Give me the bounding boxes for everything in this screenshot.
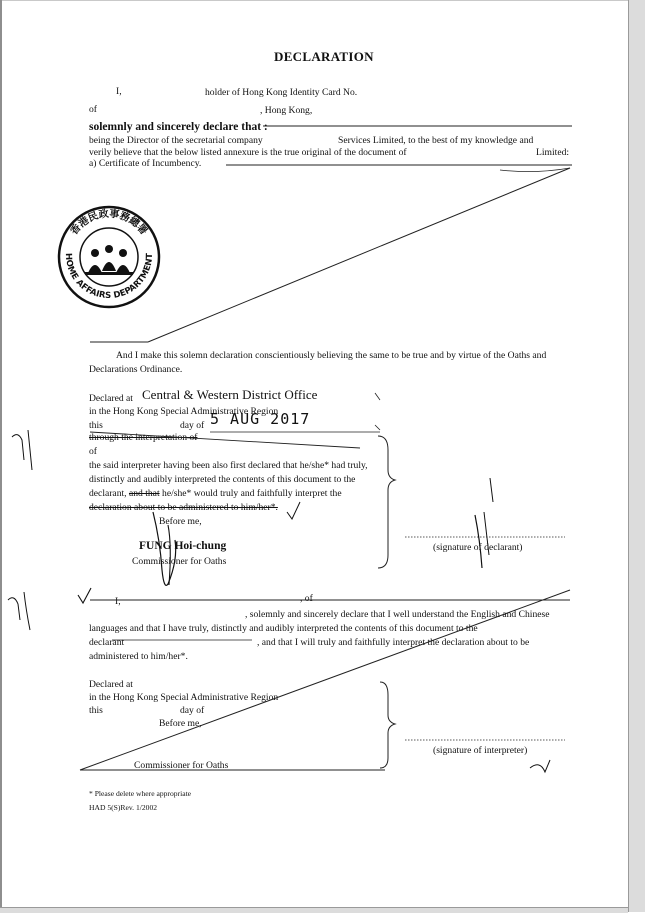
check-mark-right: [490, 478, 493, 502]
before-me-1: Before me,: [159, 516, 202, 527]
solemn-declare-heading: solemnly and sincerely declare that :: [89, 121, 268, 133]
body-line-2b: Limited:: [536, 147, 570, 158]
signature-stroke-1: [153, 512, 176, 585]
interpreter-signature-label: (signature of interpreter): [433, 745, 528, 756]
day-of-label-2: day of: [180, 705, 205, 716]
seal-english-text: HOME AFFAIRS DEPARTMENT: [62, 252, 156, 302]
interpretation-struck: through the interpretation of: [89, 432, 198, 443]
body-line-1a: being the Director of the secretarial company: [89, 135, 263, 146]
body-line-1b: Services Limited, to the best of my knowledge and: [338, 135, 534, 146]
address-prefix: of: [89, 104, 97, 115]
check-mark-interpreter: [530, 760, 550, 772]
section2-line-1: , solemnly and sincerely declare that I well understand the English and Chinese: [245, 609, 550, 620]
check-mark-section2: [78, 588, 91, 603]
and-that-struck: and that: [128, 488, 160, 499]
interpreter-para-4: declaration about to be administered to him/her*.: [89, 502, 278, 513]
this-label-1: this: [89, 420, 103, 431]
conscience-line-1: And I make this solemn declaration conscientiously believing the same to be true and by virtue of the Oaths and: [116, 350, 547, 361]
declared-at-label: Declared at: [89, 393, 133, 404]
hkid-label: holder of Hong Kong Identity Card No.: [205, 87, 358, 98]
section2-line-4: administered to him/her*.: [89, 651, 188, 662]
interpreter-para-2: distinctly and audibly interpreted the contents of this document to the: [89, 474, 356, 485]
check-mark-small: [287, 502, 300, 519]
officer-name: FUNG Hoi-chung: [139, 540, 227, 552]
commissioner-title-1: Commissioner for Oaths: [132, 556, 227, 567]
blank-area-strike: [148, 168, 570, 342]
section2-brace: [380, 682, 395, 768]
body-line-2a: verily believe that the below listed annexure is the true original of the document of: [89, 147, 407, 158]
commissioner-title-2: Commissioner for Oaths: [134, 760, 229, 771]
date-stamp: 5 AUG 2017: [210, 410, 311, 428]
through-strike-line: [90, 432, 360, 448]
form-number: HAD 5(S)Rev. 1/2002: [89, 803, 158, 812]
section1-brace: [378, 436, 395, 568]
declarant-prefix: I,: [116, 86, 122, 97]
interpreter-para-1: the said interpreter having been also first declared that he/she* had truly,: [89, 460, 368, 471]
of-label-1: of: [89, 446, 97, 457]
section2-line-2: languages and that I have truly, distinctly and audibly interpreted the contents of this document to the: [89, 623, 478, 634]
day-of-label-1: day of: [180, 420, 205, 431]
hksar-region-1: in the Hong Kong Special Administrative Region: [89, 406, 279, 417]
before-me-2: Before me,: [159, 718, 202, 729]
address-suffix: , Hong Kong,: [260, 105, 313, 116]
conscience-line-2: Declarations Ordinance.: [89, 364, 183, 375]
delete-note: * Please delete where appropriate: [89, 789, 192, 798]
document-title: DECLARATION: [274, 49, 374, 64]
this-label-2: this: [89, 705, 103, 716]
section2-line-3: , and that I will truly and faithfully interpret the declaration about to be: [257, 637, 530, 648]
declared-at-label-2: Declared at: [89, 679, 133, 690]
section2-strike: [80, 590, 570, 770]
margin-mark-2: [8, 598, 20, 620]
declarant-word: declarant,: [89, 488, 127, 499]
seal-chinese-text: 香港民政事務總署: [68, 208, 150, 238]
interpreter-prefix: I,: [115, 596, 121, 607]
declarant-signature-stroke: [475, 515, 482, 568]
margin-mark-1: [12, 435, 24, 460]
section2-declarant: declarant: [89, 637, 125, 648]
interpreter-of: , of: [300, 593, 313, 604]
annexure-item: a) Certificate of Incumbency.: [89, 158, 202, 169]
district-office-name: Central & Western District Office: [142, 387, 318, 402]
interpreter-para-3-rest: he/she* would truly and faithfully interpret the: [162, 488, 342, 499]
declarant-signature-label: (signature of declarant): [433, 542, 523, 553]
hksar-region-2: in the Hong Kong Special Administrative Region: [89, 692, 279, 703]
strike-hook: [500, 168, 570, 172]
